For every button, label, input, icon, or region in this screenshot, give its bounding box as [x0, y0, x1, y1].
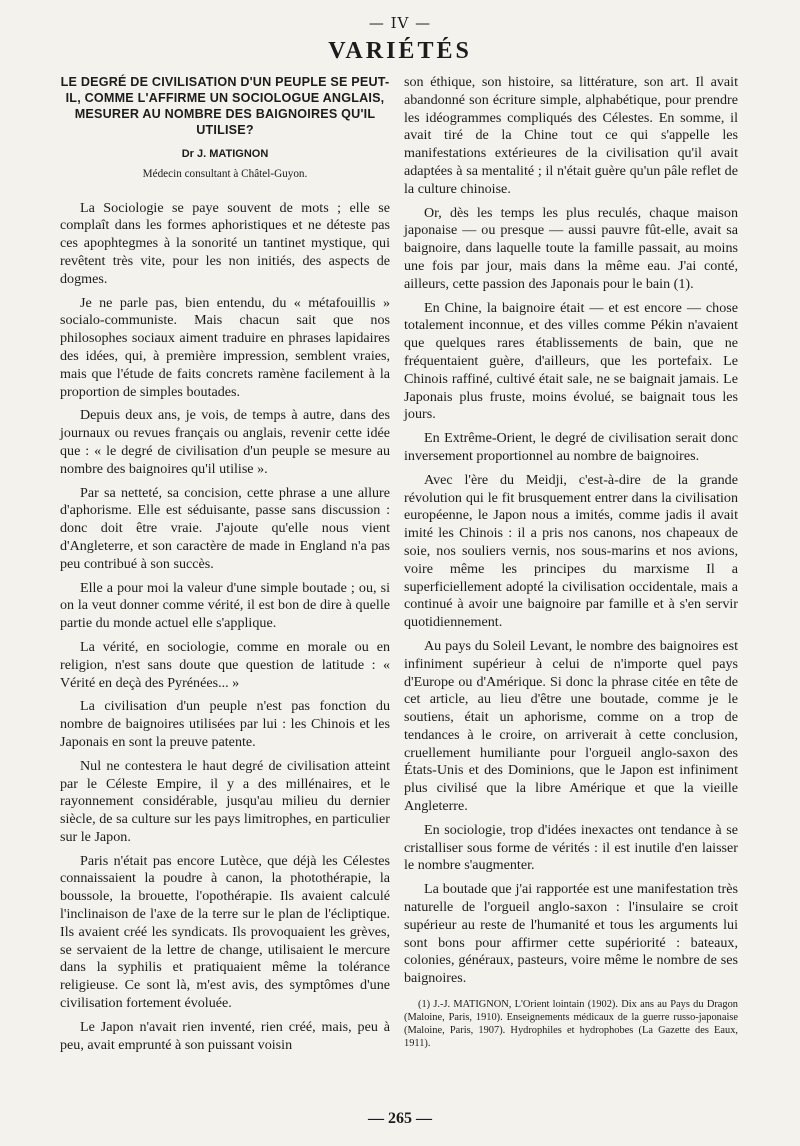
paragraph: Elle a pour moi la valeur d'une simple boutade ; ou, si on la veut donner comme vérité, il est bon de dire à quelle partie du monde actuel elle s'applique. [60, 579, 390, 632]
paragraph: En Extrême-Orient, le degré de civilisation serait donc inversement proportionnel au nombre de baignoires. [404, 430, 738, 464]
left-paragraphs [60, 200, 390, 1055]
paragraph: Or, dès les temps les plus reculés, chaque maison japonaise — ou presque — aussi pauvre fût-elle, avait sa baignoire, dans laquelle toute la famille passait, au moins une fois par jour, mais dans la même eau. J'ai conté, ailleurs, cette passion des Japonais pour le bain (1). [404, 204, 738, 292]
paragraph: Le Japon n'avait rien inventé, rien créé, mais, peu à peu, avait emprunté à son puissant voisin [60, 1018, 390, 1053]
paragraph: Au pays du Soleil Levant, le nombre des baignoires est infiniment supérieur à celui de n'importe quel pays d'Europe ou d'Amérique. Si donc la phrase citée en tête de cet article, au lieu d'être une boutade, comme je le soutiens, était un aphorisme, comme on a trop de tendances à le croire, on arriverait à cette conclusion, cruellement humiliante pour l'orgueil anglo-saxon des États-Unis et des Dominions, que le Japon est infiniment plus civilisé que la libre Amérique et que la vieille Angleterre. [404, 637, 738, 815]
right-column [404, 74, 738, 1050]
page-number: — 265 — [368, 1110, 432, 1127]
author-affiliation: Médecin consultant à Châtel-Guyon. [142, 167, 308, 180]
paragraph: La boutade que j'ai rapportée est une manifestation très naturelle de l'orgueil anglo-saxon : l'insulaire se croit supérieur au reste de l'humanité et tous les arguments lui sont bons pour affirmer cette supériorité : bateaux, colonies, généraux, pasteurs, voire même le nombre de ses baignoires. [404, 881, 738, 987]
paragraph: En sociologie, trop d'idées inexactes ont tendance à se cristalliser sous forme de vérités : il est inutile d'en laisser le nombre s'augmenter. [404, 821, 738, 874]
paragraph: La vérité, en sociologie, comme en morale ou en religion, n'est sans doute que question de latitude : « Vérité en deçà des Pyrénées... » [60, 638, 390, 691]
paragraph: Par sa netteté, sa concision, cette phrase a une allure d'aphorisme. Elle est séduisante, passe sans discussion : donc doit être vraie. J'ajoute qu'elle nous vient d'Angleterre, et son caractère de made in England n'a pas peu contribué à son succès. [60, 484, 390, 572]
paragraph: La civilisation d'un peuple n'est pas fonction du nombre de baignoires utilisées par lui : les Chinois et les Japonais en sont la preuve patente. [60, 698, 390, 750]
footnote: (1) J.-J. MATIGNON, L'Orient lointain (1902). Dix ans au Pays du Dragon (Maloine, Paris, 1910). Enseignements médicaux de la guerre russo-japonaise (Maloine, Paris, 1907). Hydrophiles et hydrophobes (La Gazette des Eaux, 1911). [404, 999, 738, 1050]
paragraph: En Chine, la baignoire était — et est encore — chose totalement inconnue, et des villes comme Pékin n'avaient que quelques rares établissements de bain, que ne fréquentaient guère, d'ailleurs, que les portefaix. Le Chinois raffiné, cultivé était sale, ne se baignait jamais. Le Japonais plus fruste, moins évolué, se baignait tous les jours. [404, 299, 738, 423]
section-heading: VARIÉTÉS [328, 38, 472, 64]
paragraph: Depuis deux ans, je vois, de temps à autre, dans des journaux ou revues français ou anglais, revenir cette idée que : « le degré de civilisation d'un peuple se mesure au nombre des baignoires qu'il utilise ». [60, 407, 390, 477]
paragraph: La Sociologie se paye souvent de mots ; elle se complaît dans les formes aphoristiques et ne déteste pas ces apophtegmes à la sonorité un tantinet mystique, qui revêtent très vite, pour les non initiés, des aspects de dogmes. [60, 199, 390, 287]
paragraph: Paris n'était pas encore Lutèce, que déjà les Célestes connaissaient la poudre à canon, la photothérapie, la boussole, la brouette, l'opothérapie. Ils avaient calculé l'inclinaison de l'axe de la terre sur le plan de l'écliptique. Ils avaient créé les syndicats. Ils provoquaient les grèves, se servaient de la lettre de change, utilisaient le mercure dans la syphilis et pratiquaient même la tolérance religieuse. Ce sont là, m'est avis, des symptômes d'une civilisation fortement évoluée. [60, 852, 390, 1012]
paragraph: Je ne parle pas, bien entendu, du « métafouillis » socialo-communiste. Mais chacun sait que nos philosophes sociaux aiment traduire en phrases lapidaires des idées, qui, à première impression, semblent vraies, mais que l'étude de faits concrets ramène facilement à la proportion de simples boutades. [60, 294, 390, 400]
paragraph: Nul ne contestera le haut degré de civilisation atteint par le Céleste Empire, il y a des millénaires, et le rayonnement considérable, jusqu'au milieu du dernier siècle, de sa culture sur les pays limitrophes, en particulier sur le Japon. [60, 757, 390, 845]
article-title: LE DEGRÉ DE CIVILISATION D'UN PEUPLE SE PEUT-IL, COMME L'AFFIRME UN SOCIOLOGUE ANGLAIS, MESURER AU NOMBRE DES BAIGNOIRES QU'IL UTILISE? [60, 75, 390, 137]
paragraph: Avec l'ère du Meidji, c'est-à-dire de la grande révolution qui le fit brusquement entrer dans la civilisation européenne, le Japon nous a imités, comme jadis il avait imité les Chinois : il a pris nos canons, nos chapeaux de soie, nos souliers vernis, nos sous-marins et nos avions, voire même les principes du marxisme Il a superficiellement adopté la civilisation occidentale, mais a continué à avoir une baignoire par famille et à s'en servir quotidiennement. [404, 471, 738, 631]
roman-folio: — IV — [368, 14, 432, 32]
paragraph: son éthique, son histoire, sa littérature, son art. Il avait abandonné son écriture simple, alphabétique, pour prendre les idéogrammes compliqués des Célestes. En somme, il avait tiré de la Chine tout ce qui s'appelle les manifestations extérieures de la civilisation qu'il avait adaptées à sa mentalité ; il n'était guère qu'un pâle reflet de la culture chinoise. [404, 74, 738, 197]
left-column [60, 74, 390, 1060]
article-author: Dr J. MATIGNON [181, 148, 269, 160]
